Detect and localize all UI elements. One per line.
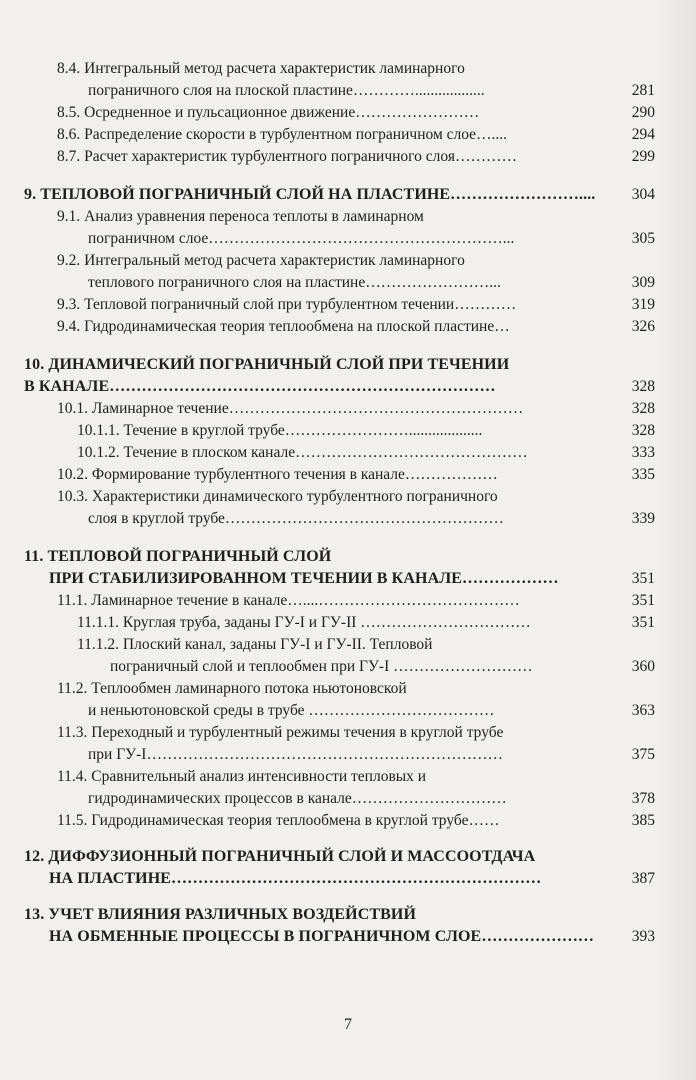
toc-entry-text: 10.1.1. Течение в круглой трубе……………………................... — [77, 422, 483, 439]
toc-entry-text: 11.1. Ламинарное течение в канале…....………………………………… — [57, 592, 520, 609]
toc-entry-text: 10.1.2. Течение в плоском канале……………………………………… — [77, 444, 528, 461]
toc-entry-11-1-2 — [0, 634, 696, 656]
toc-entry-text: пограничном слое…………………………………………………... — [88, 230, 515, 247]
toc-section-title: 10. ДИНАМИЧЕСКИЙ ПОГРАНИЧНЫЙ СЛОЙ ПРИ ТЕЧЕНИИ — [24, 356, 510, 373]
toc-section-13-cont — [0, 926, 696, 948]
toc-page-number: 328 — [631, 422, 655, 439]
toc-entry-text: 8.7. Расчет характеристик турбулентного пограничного слоя………… — [57, 148, 517, 165]
toc-page-number: 351 — [631, 570, 655, 587]
toc-entry-8-4-cont — [0, 80, 696, 102]
toc-section-9 — [0, 184, 696, 206]
toc-entry-text: 10.2. Формирование турбулентного течения в канале……………… — [57, 466, 498, 483]
page-number: 7 — [344, 1016, 352, 1033]
toc-entry-11-4-cont — [0, 788, 696, 810]
toc-section-11 — [0, 546, 696, 568]
toc-entry-text: 8.5. Осредненное и пульсационное движение…………………… — [57, 104, 480, 121]
toc-page-number: 360 — [631, 658, 655, 675]
toc-entry-8-4 — [0, 58, 696, 80]
toc-entry-text: 11.2. Теплообмен ламинарного потока ньютоновской — [57, 680, 407, 697]
toc-page-number: 363 — [631, 702, 655, 719]
toc-entry-11-3 — [0, 722, 696, 744]
toc-page-number: 319 — [631, 296, 655, 313]
toc-entry-9-2-cont — [0, 272, 696, 294]
toc-entry-10-2 — [0, 464, 696, 486]
toc-entry-text: пограничный слой и теплообмен при ГУ-I ……………………… — [110, 658, 533, 675]
toc-entry-text: теплового пограничного слоя на пластине……………………... — [88, 274, 501, 291]
toc-section-13 — [0, 904, 696, 926]
toc-entry-text: гидродинамических процессов в канале………………………… — [88, 790, 507, 807]
toc-entry-text: пограничного слоя на плоской пластине………….................. — [88, 82, 485, 99]
toc-entry-11-4 — [0, 766, 696, 788]
toc-entry-text: 11.5. Гидродинамическая теория теплообмена в круглой трубе…… — [57, 812, 500, 829]
toc-entry-text: и неньютоновской среды в трубе ……………………………… — [88, 702, 495, 719]
toc-entry-text: 9.4. Гидродинамическая теория теплообмена на плоской пластине… — [57, 318, 510, 335]
toc-page-number: 375 — [631, 746, 655, 763]
toc-entry-11-3-cont — [0, 744, 696, 766]
toc-entry-text: 9.3. Тепловой пограничный слой при турбулентном течении………… — [57, 296, 517, 313]
toc-page-number: 305 — [631, 230, 655, 247]
toc-entry-11-1-2-cont — [0, 656, 696, 678]
toc-page-number: 393 — [631, 928, 655, 945]
toc-page-number: 351 — [631, 614, 655, 631]
toc-entry-9-4 — [0, 316, 696, 338]
toc-section-title: 12. ДИФФУЗИОННЫЙ ПОГРАНИЧНЫЙ СЛОЙ И МАССООТДАЧА — [24, 848, 536, 865]
page-edge-shadow — [656, 0, 696, 1080]
toc-entry-11-2-cont — [0, 700, 696, 722]
toc-entry-11-2 — [0, 678, 696, 700]
toc-page-number: 328 — [631, 400, 655, 417]
toc-entry-9-2 — [0, 250, 696, 272]
toc-entry-text: 11.4. Сравнительный анализ интенсивности тепловых и — [57, 768, 427, 785]
toc-section-title: В КАНАЛЕ……………………………………………………………… — [24, 378, 496, 395]
toc-entry-11-5 — [0, 810, 696, 832]
toc-section-12 — [0, 846, 696, 868]
toc-entry-10-1-1 — [0, 420, 696, 442]
toc-section-title: 9. ТЕПЛОВОЙ ПОГРАНИЧНЫЙ СЛОЙ НА ПЛАСТИНЕ…………………….... — [24, 186, 596, 203]
toc-page-number: 351 — [631, 592, 655, 609]
toc-page-number: 387 — [631, 870, 655, 887]
toc-page-number: 294 — [631, 126, 655, 143]
toc-entry-text: 8.4. Интегральный метод расчета характеристик ламинарного — [57, 60, 465, 77]
toc-section-title: 11. ТЕПЛОВОЙ ПОГРАНИЧНЫЙ СЛОЙ — [24, 548, 332, 565]
toc-entry-10-1 — [0, 398, 696, 420]
toc-section-title: 13. УЧЕТ ВЛИЯНИЯ РАЗЛИЧНЫХ ВОЗДЕЙСТВИЙ — [24, 906, 417, 923]
toc-entry-text: 9.1. Анализ уравнения переноса теплоты в ламинарном — [57, 208, 424, 225]
toc-page-number: 281 — [631, 82, 655, 99]
toc-entry-text: 9.2. Интегральный метод расчета характеристик ламинарного — [57, 252, 465, 269]
toc-entry-9-1 — [0, 206, 696, 228]
toc-entry-text: 11.1.1. Круглая труба, заданы ГУ-I и ГУ-II …………………………… — [77, 614, 531, 631]
toc-page-number: 328 — [631, 378, 655, 395]
toc-entry-8-6 — [0, 124, 696, 146]
toc-entry-text: при ГУ-I…………………………………………………………… — [88, 746, 503, 763]
toc-entry-9-3 — [0, 294, 696, 316]
toc-entry-text: 8.6. Распределение скорости в турбулентном пограничном слое….... — [57, 126, 508, 143]
toc-entry-10-3-cont — [0, 508, 696, 530]
toc-entry-8-7 — [0, 146, 696, 168]
toc-page-number: 290 — [631, 104, 655, 121]
toc-section-title: ПРИ СТАБИЛИЗИРОВАННОМ ТЕЧЕНИИ В КАНАЛЕ……………… — [49, 570, 559, 587]
toc-entry-text: слоя в круглой трубе……………………………………………… — [88, 510, 504, 527]
toc-entry-text: 10.3. Характеристики динамического турбулентного пограничного — [57, 488, 498, 505]
toc-entry-10-3 — [0, 486, 696, 508]
toc-entry-11-1 — [0, 590, 696, 612]
toc-entry-text: 10.1. Ламинарное течение………………………………………………… — [57, 400, 524, 417]
toc-page-number: 339 — [631, 510, 655, 527]
toc-page-number: 385 — [631, 812, 655, 829]
toc-page-number: 326 — [631, 318, 655, 335]
toc-section-10-cont — [0, 376, 696, 398]
toc-section-title: НА ПЛАСТИНЕ…………………………………………………………… — [49, 870, 542, 887]
toc-page-number: 333 — [631, 444, 655, 461]
toc-entry-10-1-2 — [0, 442, 696, 464]
toc-section-title: НА ОБМЕННЫЕ ПРОЦЕССЫ В ПОГРАНИЧНОМ СЛОЕ………………… — [49, 928, 595, 945]
toc-section-10 — [0, 354, 696, 376]
toc-section-12-cont — [0, 868, 696, 890]
toc-page-number: 378 — [631, 790, 655, 807]
toc-page-number: 299 — [631, 148, 655, 165]
toc-page-number: 304 — [631, 186, 655, 203]
toc-entry-11-1-1 — [0, 612, 696, 634]
toc-entry-8-5 — [0, 102, 696, 124]
toc-entry-text: 11.3. Переходный и турбулентный режимы течения в круглой трубе — [57, 724, 504, 741]
toc-page-number: 309 — [631, 274, 655, 291]
toc-entry-9-1-cont — [0, 228, 696, 250]
table-of-contents — [0, 58, 696, 948]
toc-page-number: 335 — [631, 466, 655, 483]
toc-entry-text: 11.1.2. Плоский канал, заданы ГУ-I и ГУ-II. Тепловой — [77, 636, 433, 653]
toc-section-11-cont — [0, 568, 696, 590]
